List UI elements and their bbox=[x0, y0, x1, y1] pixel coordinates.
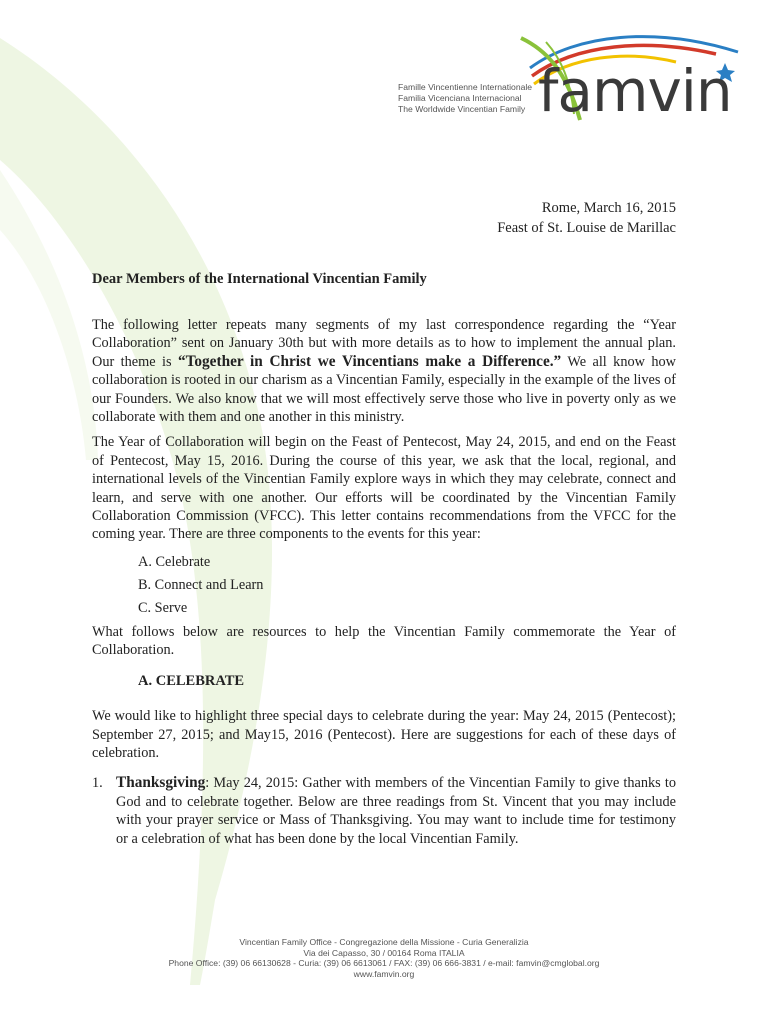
logo-wordmark: famvin bbox=[538, 57, 732, 125]
intro-text-start: The following letter repeats many segments of my last correspondence regarding the “Year Collaboration” sent on January 30th but with more details as to how to implement the annual plan. Our theme is bbox=[92, 317, 676, 370]
logo-tagline-spanish: Familia Vicenciana Internacional bbox=[398, 93, 522, 103]
list-item: C. Serve bbox=[138, 599, 188, 616]
item-number: 1. bbox=[92, 775, 103, 792]
letter-footer bbox=[0, 937, 768, 979]
resources-paragraph: What follows below are resources to help the Vincentian Family commemorate the Year of Collaboration. bbox=[92, 623, 676, 659]
celebration-days-list bbox=[92, 774, 676, 848]
letter-date bbox=[497, 198, 676, 238]
letter-body bbox=[92, 316, 676, 848]
feast-line: Feast of St. Louise de Marillac bbox=[497, 220, 676, 236]
logo-taglines bbox=[398, 82, 532, 115]
famvin-logo bbox=[398, 30, 743, 130]
celebrate-paragraph: We would like to highlight three special days to celebrate during the year: May 24, 2015 (Pentecost); September 27, 2015; and May15, 2016 (Pentecost). Here are suggestions for each of these days of celebration. bbox=[92, 708, 676, 761]
logo-tagline-english: The Worldwide Vincentian Family bbox=[398, 104, 526, 114]
logo-tagline-french: Famille Vincentienne Internationale bbox=[398, 82, 533, 92]
date-line: Rome, March 16, 2015 bbox=[541, 200, 676, 216]
intro-paragraph bbox=[92, 316, 676, 426]
letter-greeting: Dear Members of the International Vincentian Family bbox=[92, 271, 427, 287]
components-list bbox=[92, 553, 676, 617]
list-item: A. Celebrate bbox=[138, 553, 211, 570]
footer-address-line: Via dei Capasso, 30 / 00164 Roma ITALIA bbox=[303, 947, 465, 958]
footer-contact-line: Phone Office: (39) 06 66130628 - Curia: (39) 06 6613061 / FAX: (39) 06 666-3831 / e-mail: famvin@cmglobal.org bbox=[168, 958, 600, 968]
list-item bbox=[92, 774, 676, 848]
footer-office-line: Vincentian Family Office - Congregazione della Missione - Curia Generalizia bbox=[239, 937, 529, 947]
intro-text-end: We all know how collaboration is rooted in our charism as a Vincentian Family, especially in the example of the lives of our Founders. We also know that we will most effectively serve those who live in poverty only as we collaborate with them and one another in this ministry. bbox=[92, 353, 676, 426]
item-title: Thanksgiving bbox=[116, 774, 206, 792]
list-item: B. Connect and Learn bbox=[138, 576, 264, 593]
section-heading-celebrate: A. CELEBRATE bbox=[138, 672, 245, 689]
year-of-collaboration-paragraph: The Year of Collaboration will begin on the Feast of Pentecost, May 24, 2015, and end on the Feast of Pentecost, May 15, 2016. During the course of this year, we ask that the local, regional, and international levels of the Vincentian Family explore ways in which they may celebrate, connect and learn, and serve with one another. Our efforts will be coordinated by the Vincentian Family Collaboration Commission (VFCC). This letter contains recommendations from the VFCC for the coming year. There are three components to the events for this year: bbox=[92, 434, 676, 543]
item-text bbox=[116, 774, 676, 848]
item-description: : May 24, 2015: Gather with members of the Vincentian Family to give thanks to God and to celebrate together. Below are three readings from St. Vincent that you may include with your prayer service or Mass of Thanksgiving. You may want to include time for testimony or a celebration of what has been done by the local Vincentian Family. bbox=[116, 775, 676, 847]
footer-website-link[interactable]: www.famvin.org bbox=[353, 968, 415, 979]
theme-text: “Together in Christ we Vincentians make a Difference.” bbox=[177, 352, 562, 370]
